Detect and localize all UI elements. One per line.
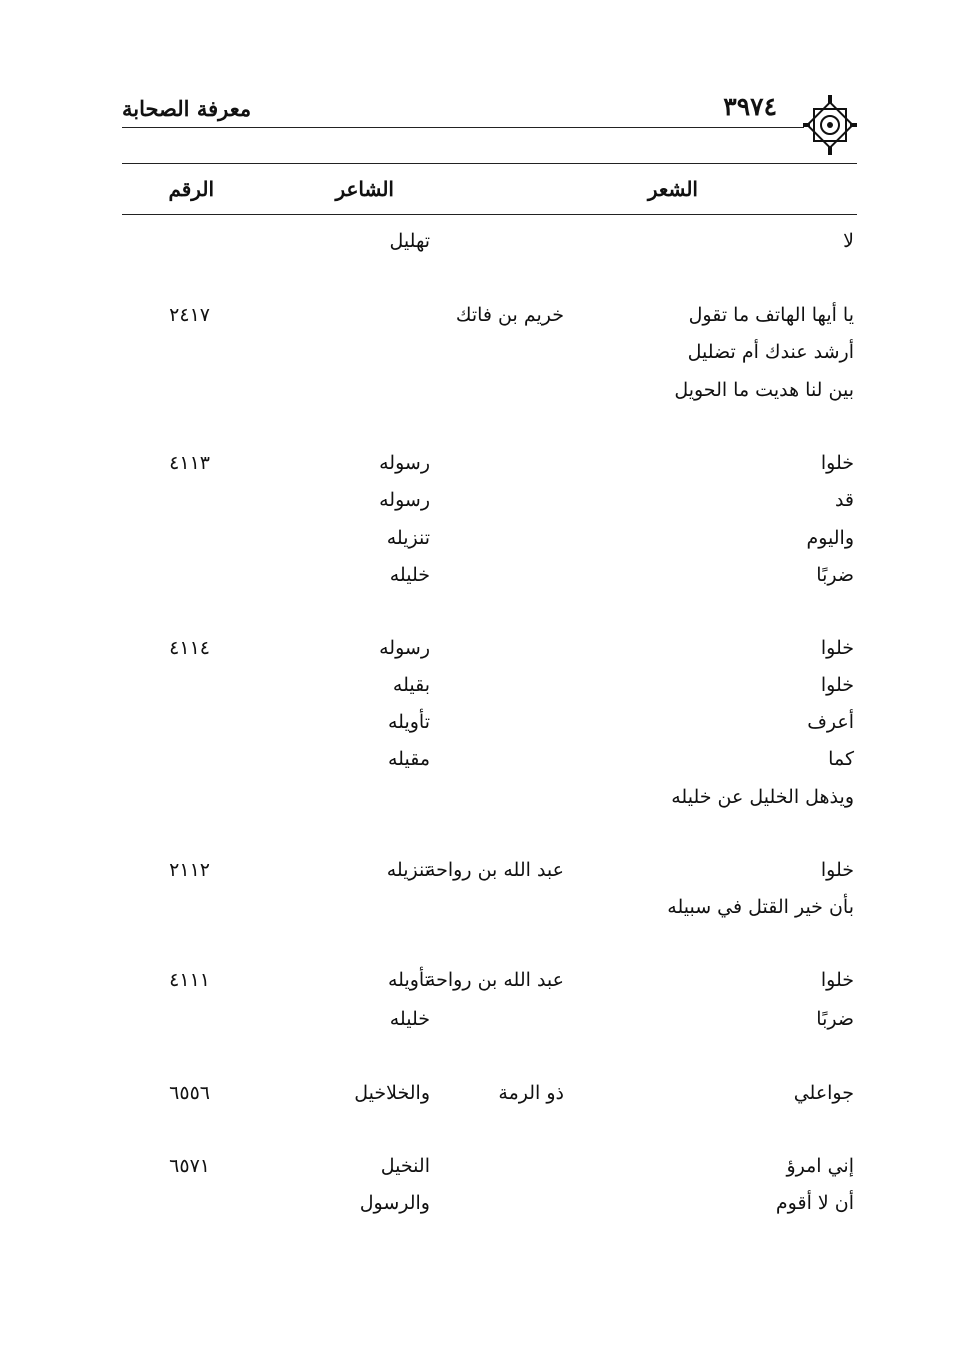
poem-ending: النخيل — [380, 1155, 430, 1177]
poem-ending: خليله — [389, 564, 430, 586]
poem-ending: تنزيله — [386, 859, 430, 881]
column-heading-poem: الشعر — [647, 177, 698, 201]
poem-beginning: ضربًا — [816, 564, 854, 586]
entry-number: ٤١١٣ — [169, 452, 210, 474]
poem-beginning: إني امرؤ — [786, 1155, 854, 1177]
poet-name: ذو الرمة — [498, 1082, 564, 1104]
entry-number: ٢٤١٧ — [169, 304, 210, 326]
poem-ending: والرسول — [359, 1192, 430, 1214]
poem-ending: رسوله — [379, 637, 430, 659]
column-heading-number: الرقم — [168, 177, 214, 201]
table-header-rule — [122, 214, 857, 215]
poem-beginning: جواعلي — [793, 1082, 854, 1104]
poem-beginning: ويذهل الخليل عن خليله — [671, 786, 854, 808]
poet-name: خريم بن فاتك — [455, 304, 564, 326]
poem-beginning: خلوا — [820, 969, 854, 991]
column-heading-poet: الشاعر — [335, 177, 394, 201]
star-ornament-icon — [802, 92, 858, 158]
poem-beginning: لا — [843, 230, 854, 252]
poem-ending: بقيله — [392, 674, 430, 696]
poem-beginning: ضربًا — [816, 1008, 854, 1030]
page-number: ٣٩٧٤ — [723, 92, 777, 121]
entry-number: ٤١١٤ — [169, 637, 210, 659]
poet-name: عبد الله بن رواحة — [425, 969, 564, 991]
poem-ending: والخلاخيل — [354, 1082, 430, 1104]
poem-beginning: قد — [834, 489, 854, 511]
poem-beginning: بين لنا هديت ما الحويل — [674, 379, 854, 401]
poem-beginning: أرشد عندك أم تضليل — [687, 341, 854, 363]
poem-ending: تهليل — [389, 230, 430, 252]
entry-number: ٢١١٢ — [169, 859, 210, 881]
header-rule — [122, 127, 804, 128]
table-top-rule — [122, 163, 857, 164]
entry-number: ٤١١١ — [169, 969, 210, 991]
poem-ending: خليله — [389, 1008, 430, 1030]
poem-beginning: يا أيها الهاتف ما تقول — [688, 304, 854, 326]
poem-beginning: واليوم — [806, 527, 854, 549]
poem-beginning: كما — [828, 748, 854, 770]
book-title: معرفة الصحابة — [122, 96, 252, 121]
poem-beginning: بأن خير القتل في سبيله — [667, 896, 854, 918]
poem-ending: مقيله — [388, 748, 430, 770]
poem-ending: تنزيله — [386, 527, 430, 549]
poem-ending: رسوله — [379, 452, 430, 474]
poem-beginning: أعرف — [807, 711, 854, 733]
poem-beginning: خلوا — [820, 674, 854, 696]
poem-beginning: خلوا — [820, 637, 854, 659]
poet-name: عبد الله بن رواحة — [425, 859, 564, 881]
poem-beginning: خلوا — [820, 452, 854, 474]
entry-number: ٦٥٥٦ — [169, 1082, 210, 1104]
poem-ending: تأويله — [387, 711, 430, 733]
poem-beginning: خلوا — [820, 859, 854, 881]
poem-beginning: أن لا أقوم — [775, 1192, 854, 1214]
poem-ending: رسوله — [379, 489, 430, 511]
entry-number: ٦٥٧١ — [169, 1155, 210, 1177]
poem-ending: تأويله — [387, 969, 430, 991]
